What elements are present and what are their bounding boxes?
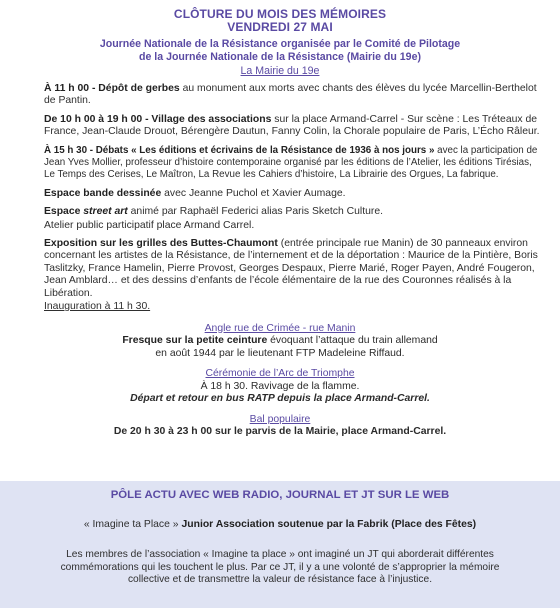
arc-line2: Départ et retour en bus RATP depuis la place Armand-Carrel. [130,393,430,405]
crimee-bold: Fresque sur la petite ceinture [122,335,268,346]
page-title-line2: VENDREDI 27 MAI [227,20,333,34]
pole-actu-text [0,549,560,587]
subtitle-line1: Journée Nationale de la Résistance organisée par le Comité de Pilotage [99,38,461,50]
item-street-art [44,206,544,218]
pole-actu-title: PÔLE ACTU AVEC WEB RADIO, JOURNAL ET JT SUR LE WEB [110,489,450,501]
item-title: Espace [44,206,84,218]
mairie-heading: La Mairie du 19e [240,65,320,77]
item-time: À 15 h 30 - Débats « Les éditions et écrivains de la Résistance de 1936 à nos jours » [44,144,435,156]
sections [0,323,560,439]
item-title: Exposition sur les grilles des Buttes-Chaumont [44,238,278,250]
subtitle-line2: de la Journée Nationale de la Résistance (Mairie du 19e) [138,50,421,63]
item-text: avec Jeanne Puchol et Xavier Aumage. [161,187,346,199]
item-title: Espace bande dessinée [44,187,162,199]
crimee-title: Angle rue de Crimée - rue Manin [204,322,356,334]
crimee-line1 [0,335,560,348]
association-desc: Junior Association soutenue par la Fabrik (Place des Fêtes) [178,519,477,530]
arc-title: Cérémonie de l’Arc de Triomphe [205,368,355,380]
crimee-line2: en août 1944 par le lieutenant FTP Madeleine Riffaud. [155,347,405,359]
item-text: avec la participation de Jean Yves Mollier, professeur d’histoire contemporaine organisé par les éditions de l’Atelier, les éditions Tirésias, Le Temps des Cerises, Le Maîtron, La Revue les Cahiers d’histoire, La Librairie des Orgues, La fabrique. [44,144,538,181]
item-bande-dessinee [44,188,544,200]
item-village-associations [44,114,544,139]
crimee-text: évoquant l’attaque du train allemand [267,335,438,346]
arc-line1: À 18 h 30. Ravivage de la flamme. [200,380,360,392]
pole-actu-line1: Les membres de l’association « Imagine ta place » ont imaginé un JT qui aborderait différentes [66,549,494,560]
page-title-line1: CLÔTURE DU MOIS DES MÉMOIRES [173,7,387,21]
header [0,0,560,77]
item-time: De 10 h 00 à 19 h 00 - Village des associations [44,113,272,125]
pole-actu-line2: commémorations qui les touchent le plus. Par ce JT, il y a une volonté de s’approprier la mémoire [60,561,500,573]
item-time: À 11 h 00 - Dépôt de gerbes [44,83,180,94]
bal-line1: De 20 h 30 à 23 h 00 sur le parvis de la Mairie, place Armand-Carrel. [113,426,447,438]
item-text: sur la place Armand-Carrel - Sur scène : Les Tréteaux de France, Jean-Claude Drouot, Bérengère Dautun, Fanny Colin, la Chorale populaire de Paris, L’Écho Râleur. [44,113,540,138]
bal-title: Bal populaire [249,413,311,425]
item-debats [44,145,544,182]
association-name: « Imagine ta Place » [83,519,179,530]
item-inauguration: Inauguration à 11 h 30. [44,301,151,313]
pole-actu-subtitle [0,519,560,530]
item-text: au monument aux morts avec chants des élèves du lycée Marcellin-Berthelot de Pantin. [44,83,537,107]
item-text: (entrée principale rue Manin) de 30 panneaux environ concernant les artistes de la Résistance, de l’internement et de la déportation : Maurice de la Pintière, Boris Taslitzky, France Hamelin, Pierre Provost, Georges Despaux, Pierre Marié, Roger Payen, André Fougeron, Jean Amblard… et des dessins d’enfants de l’école élémentaire de la rue des Couronnes réalisés à la Libération. [44,238,538,299]
item-text: animé par Raphaël Federici alias Paris Sketch Culture. [127,206,384,218]
item-title-italic: street art [83,206,128,218]
pole-actu-line3: collective et de transmettre la valeur de résistance face à l’injustice. [127,574,433,586]
item-atelier: Atelier public participatif place Armand Carrel. [44,219,255,231]
item-exposition [44,238,544,300]
item-depot-gerbes [44,83,544,108]
program-list [0,83,560,314]
